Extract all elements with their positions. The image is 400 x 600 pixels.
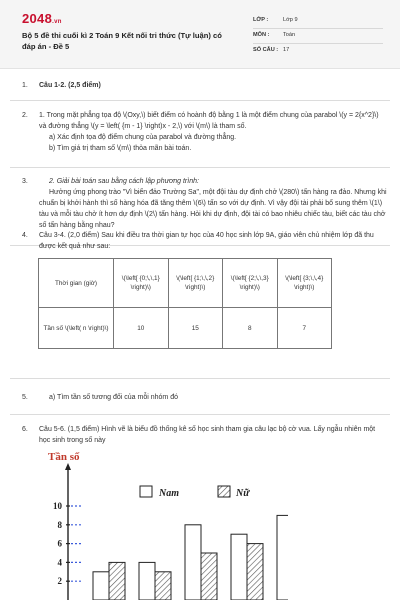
- question-number: 1.: [22, 82, 28, 89]
- y-tick-label: 10: [53, 501, 62, 511]
- legend-label: Nữ: [236, 488, 250, 499]
- question-number: 6.: [22, 426, 28, 433]
- question-body: [39, 176, 387, 231]
- question-text: Câu 1-2. (2,5 điểm): [39, 82, 101, 89]
- document-title: Bộ 5 đề thi cuối kì 2 Toán 9 Kết nối tri thức (Tự luận) có đáp án - Đề 5: [22, 31, 222, 51]
- frequency-table: [38, 258, 332, 349]
- bar-nam: [185, 525, 201, 600]
- meta-value: 17: [283, 47, 290, 53]
- question-body: [39, 110, 387, 154]
- meta-value: Lớp 9: [283, 17, 298, 23]
- chart-y-axis-arrow: [65, 463, 71, 470]
- y-tick-label: 6: [57, 538, 62, 549]
- bar-nam: [93, 572, 109, 600]
- divider: [253, 43, 383, 44]
- question-number: 4.: [22, 232, 28, 239]
- logo-suffix: .vn: [52, 19, 62, 25]
- divider: [10, 167, 390, 168]
- question-text: 1. Trong mặt phẳng tọa độ \(Oxy,\) biết điểm có hoành độ bằng 1 là một điểm chung của parabol \(y = 2{x^2}\) và đường thẳng \(y = \left( {m - 1} \right)x - 2,\) với \(m\) là tham số.: [39, 112, 379, 130]
- divider: [253, 28, 383, 29]
- meta-subject: [253, 32, 383, 44]
- question-number: 2.: [22, 112, 28, 119]
- bar-nu: [155, 572, 171, 600]
- sub-question-b: b) Tìm giá trị tham số \(m\) thỏa mãn bài toán.: [49, 145, 192, 152]
- table-cell: \(\left[ {3;\,\,4} \right)\): [277, 259, 332, 308]
- question-text: Câu 5-6. (1,5 điểm) Hình vẽ là biểu đồ thống kê số học sinh tham gia câu lạc bộ cờ vua. Lấy ngẫu nhiên một học sinh trong số này: [39, 426, 376, 444]
- table-cell: 7: [277, 308, 332, 349]
- question-intro: 2. Giải bài toán sau bằng cách lập phương trình:: [49, 178, 199, 185]
- bar-nam: [139, 562, 155, 600]
- question-text: Câu 3-4. (2,0 điểm) Sau khi điều tra thời gian tự học của 40 học sinh lớp 9A, giáo viên chủ nhiệm lớp đã thu được kết quả như sau:: [39, 232, 374, 250]
- table-cell: 10: [114, 308, 169, 349]
- sub-question-a: a) Xác định tọa độ điểm chung của parabol và đường thẳng.: [49, 134, 237, 141]
- chart-legend: [140, 486, 250, 499]
- y-tick-label: 4: [57, 557, 62, 568]
- bar-nu: [109, 562, 125, 600]
- chart-y-label: Tần số: [48, 451, 80, 463]
- question-text: Hưởng ứng phong trào "Vì biển đảo Trường Sa", một đội tàu dự định chở \(280\) tấn hàng ra đảo. Nhưng khi chuẩn bị khởi hành thì số hàng hóa đã tăng thêm \(6\) tấn so với dự định. Vì vậy đội tài phải bổ sung thêm \(1\) tàu và mỗi tàu chở ít hơn dự định \(2\) tấn hàng. Hỏi khi dự định, đội tài có bao nhiêu chiếc tàu, biết các tàu chở số tấn hàng bằng nhau?: [39, 189, 387, 229]
- bar-chart: [28, 448, 288, 600]
- y-tick-label: 2: [57, 576, 62, 587]
- table-cell: 15: [168, 308, 223, 349]
- meta-key: MÔN :: [253, 32, 270, 38]
- table-cell: Thời gian (giờ): [39, 259, 114, 308]
- divider: [10, 100, 390, 101]
- logo-text: 2048: [22, 11, 53, 26]
- legend-swatch-nu: [218, 486, 230, 497]
- table-cell: \(\left[ {2;\,\,3} \right)\): [223, 259, 278, 308]
- y-tick-label: 8: [57, 519, 62, 530]
- page-header: [0, 0, 400, 69]
- bar-nam: [277, 515, 288, 600]
- bar-nam: [231, 534, 247, 600]
- table-cell: \(\left[ {1;\,\,2} \right)\): [168, 259, 223, 308]
- question-number: 3.: [22, 178, 28, 185]
- site-logo[interactable]: [22, 11, 62, 26]
- table-cell: Tần số \(\left( n \right)\): [39, 308, 114, 349]
- table-row: [39, 259, 332, 308]
- question-number: 5.: [22, 394, 28, 401]
- legend-label: Nam: [159, 488, 179, 499]
- divider: [10, 378, 390, 379]
- table-row: [39, 308, 332, 349]
- bar-nu: [201, 553, 217, 600]
- table-cell: 8: [223, 308, 278, 349]
- bar-nu: [247, 544, 263, 600]
- meta-class: [253, 17, 383, 29]
- question-text: a) Tìm tần số tương đối của mỗi nhóm đó: [49, 394, 178, 401]
- meta-value: Toán: [283, 32, 296, 38]
- meta-question-count: [253, 47, 383, 59]
- legend-swatch-nam: [140, 486, 152, 497]
- meta-key: SỐ CÂU :: [253, 47, 279, 53]
- divider: [10, 414, 390, 415]
- table-cell: \(\left[ {0;\,\,1} \right)\): [114, 259, 169, 308]
- meta-key: LỚP :: [253, 17, 269, 23]
